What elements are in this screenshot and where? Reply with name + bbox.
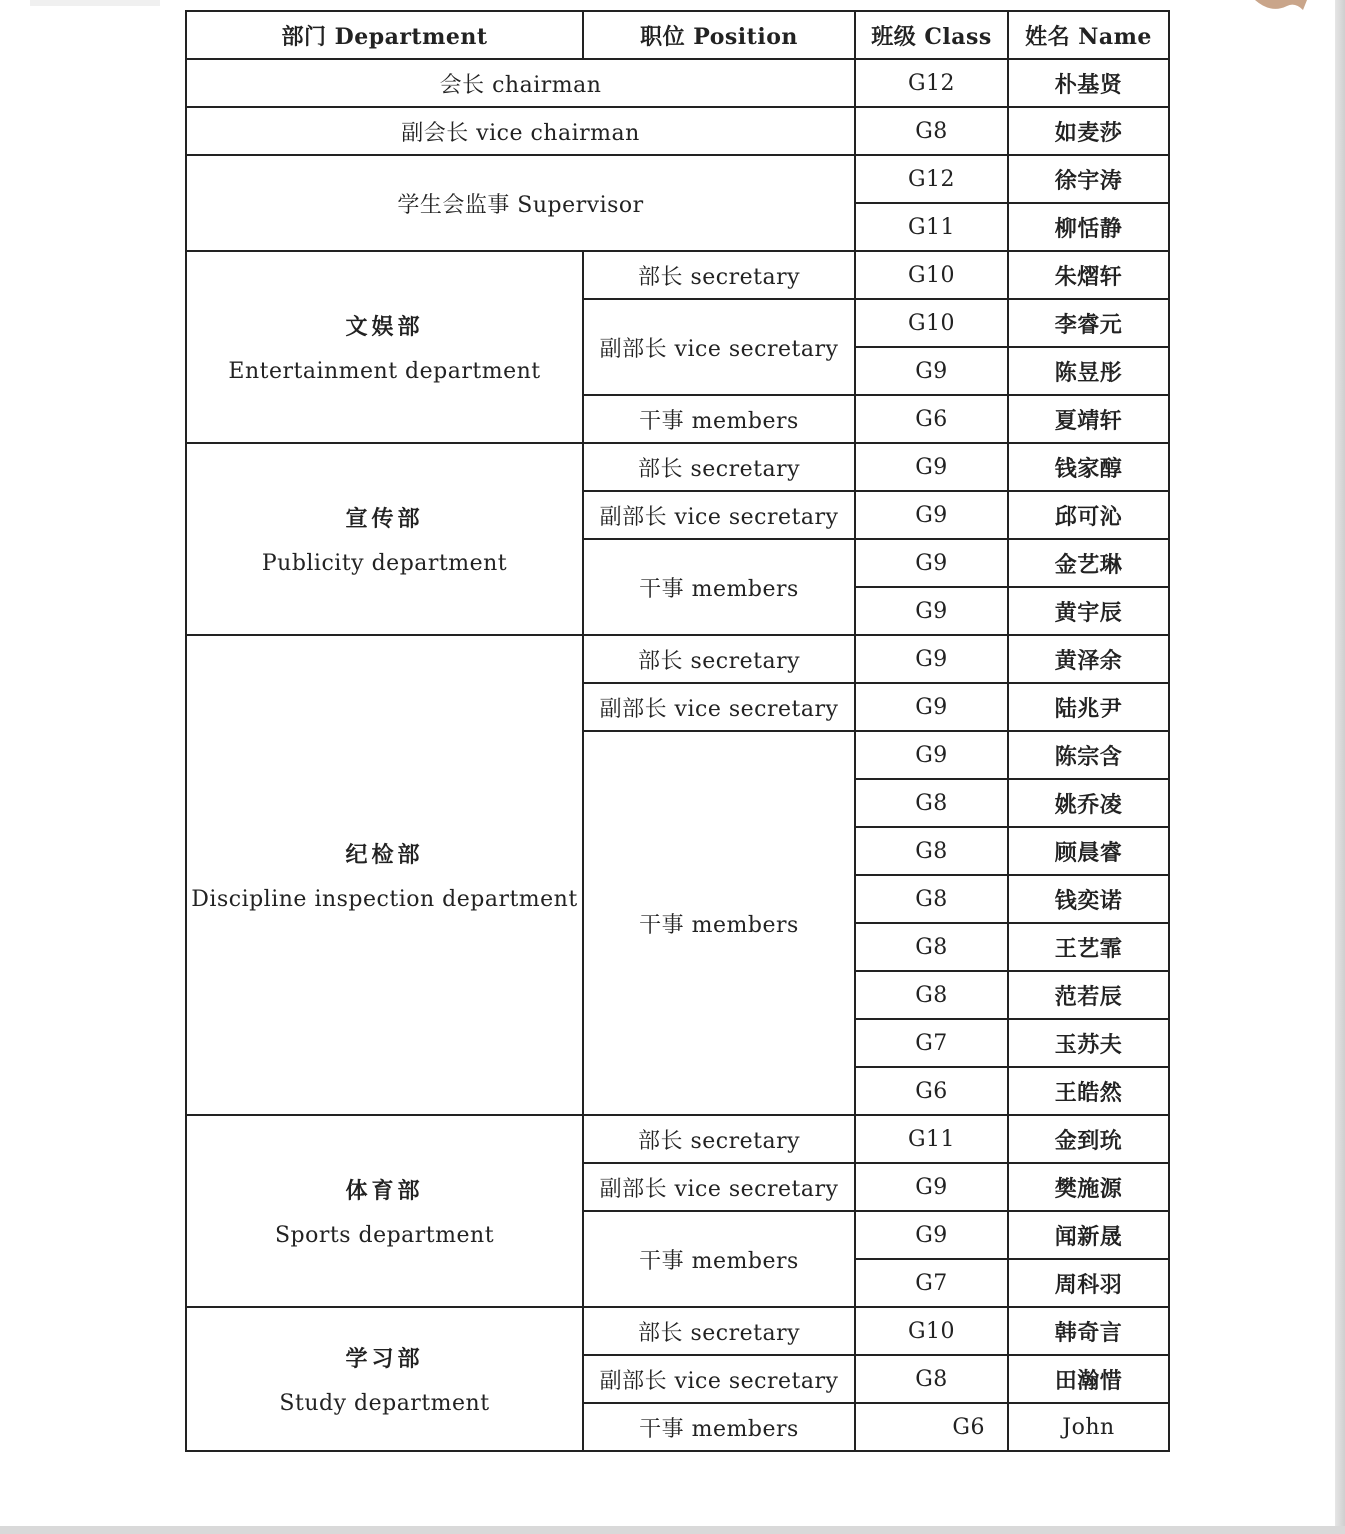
position-cell: 副部长 vice secretary — [583, 683, 855, 731]
class-cell: G9 — [855, 443, 1008, 491]
header-row — [186, 11, 1169, 59]
class-cell: G9 — [855, 635, 1008, 683]
department-name-zh: 学习部 — [345, 1346, 424, 1372]
position-cell: 干事 members — [583, 395, 855, 443]
class-cell: G9 — [855, 731, 1008, 779]
name-cell: 周科羽 — [1008, 1259, 1169, 1307]
name-cell: 黄泽余 — [1008, 635, 1169, 683]
name-cell: 邱可沁 — [1008, 491, 1169, 539]
name-cell: 闻新晟 — [1008, 1211, 1169, 1259]
class-cell: G7 — [855, 1019, 1008, 1067]
name-cell: 朴基贤 — [1008, 59, 1169, 107]
class-cell: G9 — [855, 347, 1008, 395]
position-cell: 部长 secretary — [583, 1115, 855, 1163]
name-cell: 陈昱彤 — [1008, 347, 1169, 395]
class-cell: G6 — [855, 1067, 1008, 1115]
name-cell: 夏靖轩 — [1008, 395, 1169, 443]
header-department: 部门 Department — [186, 11, 583, 59]
class-cell: G10 — [855, 299, 1008, 347]
class-cell: G10 — [855, 1307, 1008, 1355]
chairman-title: 会长 chairman — [186, 59, 855, 107]
class-cell: G7 — [855, 1259, 1008, 1307]
department-sports — [186, 1115, 583, 1307]
class-cell: G10 — [855, 251, 1008, 299]
class-cell: G11 — [855, 203, 1008, 251]
name-cell: 柳恬静 — [1008, 203, 1169, 251]
position-cell: 干事 members — [583, 731, 855, 1115]
class-cell: G9 — [855, 539, 1008, 587]
name-cell: 黄宇辰 — [1008, 587, 1169, 635]
student-union-roster-table — [185, 10, 1170, 1452]
name-cell: 陈宗含 — [1008, 731, 1169, 779]
class-cell: G12 — [855, 155, 1008, 203]
department-discipline — [186, 635, 583, 1115]
name-cell: 顾晨睿 — [1008, 827, 1169, 875]
class-cell: G8 — [855, 779, 1008, 827]
decorative-corner-icon — [1251, 0, 1311, 14]
department-name-en: Study department — [279, 1391, 490, 1416]
header-position: 职位 Position — [583, 11, 855, 59]
name-cell: 钱家醇 — [1008, 443, 1169, 491]
class-cell: G6 — [855, 1403, 1008, 1451]
name-cell: 如麦莎 — [1008, 107, 1169, 155]
position-cell: 部长 secretary — [583, 443, 855, 491]
name-cell: 朱熠轩 — [1008, 251, 1169, 299]
name-cell: 王皓然 — [1008, 1067, 1169, 1115]
table-row — [186, 155, 1169, 203]
name-cell: 韩奇言 — [1008, 1307, 1169, 1355]
position-cell: 副部长 vice secretary — [583, 1163, 855, 1211]
department-name-zh: 宣传部 — [345, 506, 424, 532]
name-cell: John — [1008, 1403, 1169, 1451]
department-name-en: Entertainment department — [228, 359, 541, 384]
class-cell: G9 — [855, 587, 1008, 635]
table-row — [186, 635, 1169, 683]
name-cell: 徐宇涛 — [1008, 155, 1169, 203]
department-name-zh: 文娱部 — [345, 314, 424, 340]
table-row — [186, 59, 1169, 107]
position-cell: 部长 secretary — [583, 1307, 855, 1355]
bottom-page-edge — [0, 1526, 1345, 1534]
department-publicity — [186, 443, 583, 635]
name-cell: 范若辰 — [1008, 971, 1169, 1019]
position-cell: 干事 members — [583, 1211, 855, 1307]
table-row — [186, 1115, 1169, 1163]
class-cell: G8 — [855, 971, 1008, 1019]
position-cell: 副部长 vice secretary — [583, 491, 855, 539]
department-name-en: Publicity department — [261, 551, 508, 576]
class-cell: G8 — [855, 107, 1008, 155]
header-class: 班级 Class — [855, 11, 1008, 59]
vice-chairman-title: 副会长 vice chairman — [186, 107, 855, 155]
department-name-zh: 体育部 — [345, 1178, 424, 1204]
department-name-en: Sports department — [274, 1223, 495, 1248]
class-cell: G9 — [855, 491, 1008, 539]
name-cell: 王艺霏 — [1008, 923, 1169, 971]
position-cell: 副部长 vice secretary — [583, 299, 855, 395]
class-cell: G8 — [855, 827, 1008, 875]
department-name-en: Discipline inspection department — [191, 887, 578, 912]
name-cell: 姚乔凌 — [1008, 779, 1169, 827]
top-edge-artifact — [30, 0, 160, 6]
name-cell: 玉苏夫 — [1008, 1019, 1169, 1067]
table-row — [186, 443, 1169, 491]
table-row — [186, 107, 1169, 155]
supervisor-title: 学生会监事 Supervisor — [186, 155, 855, 251]
class-cell: G6 — [855, 395, 1008, 443]
table-row — [186, 1307, 1169, 1355]
name-cell: 田瀚惜 — [1008, 1355, 1169, 1403]
class-cell: G8 — [855, 1355, 1008, 1403]
class-cell: G12 — [855, 59, 1008, 107]
department-study — [186, 1307, 583, 1451]
class-cell: G9 — [855, 683, 1008, 731]
name-cell: 金到玧 — [1008, 1115, 1169, 1163]
position-cell: 干事 members — [583, 539, 855, 635]
position-cell: 干事 members — [583, 1403, 855, 1451]
position-cell: 部长 secretary — [583, 635, 855, 683]
name-cell: 樊施源 — [1008, 1163, 1169, 1211]
name-cell: 陆兆尹 — [1008, 683, 1169, 731]
position-cell: 副部长 vice secretary — [583, 1355, 855, 1403]
right-page-edge — [1335, 0, 1345, 1534]
class-cell: G9 — [855, 1163, 1008, 1211]
header-name: 姓名 Name — [1008, 11, 1169, 59]
class-cell: G8 — [855, 875, 1008, 923]
department-entertainment — [186, 251, 583, 443]
name-cell: 李睿元 — [1008, 299, 1169, 347]
position-cell: 部长 secretary — [583, 251, 855, 299]
class-cell: G11 — [855, 1115, 1008, 1163]
department-name-zh: 纪检部 — [345, 842, 424, 868]
name-cell: 钱奕诺 — [1008, 875, 1169, 923]
class-cell: G8 — [855, 923, 1008, 971]
name-cell: 金艺琳 — [1008, 539, 1169, 587]
table-row — [186, 251, 1169, 299]
class-cell: G9 — [855, 1211, 1008, 1259]
